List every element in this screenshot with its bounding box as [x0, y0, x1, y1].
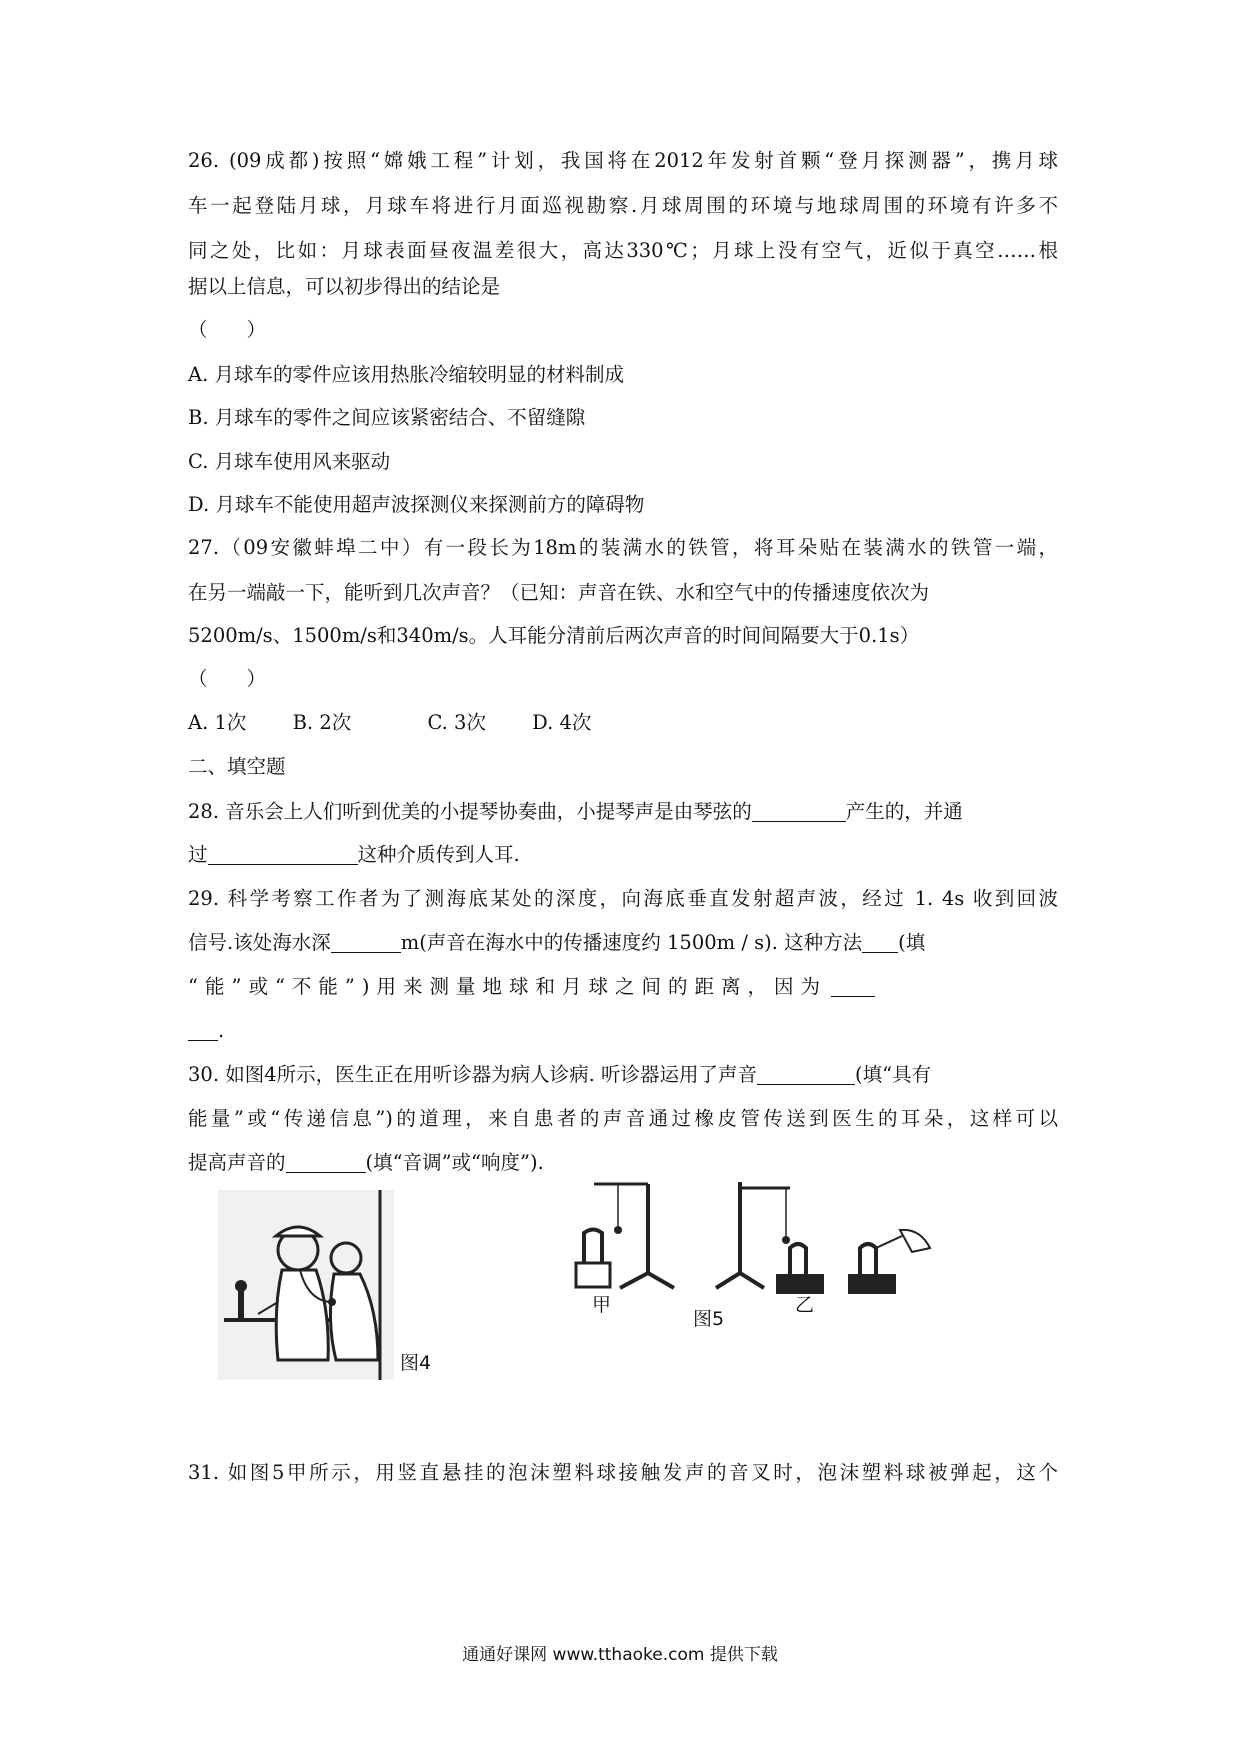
q29-text-3a: “能”或“不能”)用来测量地球和月球之间的距离，因为: [188, 975, 827, 998]
q26-option-d: D. 月球车不能使用超声波探测仪来探测前方的障碍物: [188, 493, 645, 516]
q30-line-2: 能量”或“传递信息”)的道理，来自患者的声音通过橡皮管传送到医生的耳朵，这样可以: [188, 1107, 1058, 1130]
q29-text-2c: (填: [898, 931, 926, 954]
q29-line-2: [188, 928, 1058, 958]
q31-line-1: 31. 如图5甲所示，用竖直悬挂的泡沫塑料球接触发声的音叉时，泡沫塑料球被弹起，这个: [188, 1461, 1058, 1484]
q30-blank-1[interactable]: [757, 1064, 855, 1085]
q28-blank-1[interactable]: [752, 801, 846, 822]
q27-option-d: D. 4次: [532, 711, 592, 734]
q29-blank-depth[interactable]: [331, 932, 401, 953]
figure-5-label-yi: 乙: [795, 1294, 815, 1316]
q29-line-3: [188, 972, 1058, 1002]
q28-line-1: [188, 797, 1058, 827]
q30-text-3a: 提高声音的: [188, 1151, 286, 1174]
q30-text-1b: (填“具有: [855, 1063, 932, 1086]
q29-line-1: 29. 科学考察工作者为了测海底某处的深度，向海底垂直发射超声波，经过 1. 4s 收到回波: [188, 887, 1058, 910]
q28-text-1b: 产生的，并通: [845, 800, 963, 823]
q27-line-1: 27.（09安徽蚌埠二中）有一段长为18m的装满水的铁管，将耳朵贴在装满水的铁管一端，: [188, 536, 1058, 559]
section-heading-fill-in: 二、填空题: [188, 755, 286, 778]
q29-text-2b: m(声音在海水中的传播速度约 1500m / s). 这种方法: [400, 931, 863, 954]
q30-blank-2[interactable]: [286, 1152, 366, 1173]
q26-line-3: 同之处，比如：月球表面昼夜温差很大，高达330℃；月球上没有空气，近似于真空……根: [188, 239, 1058, 262]
figure-5-caption: 图5: [693, 1308, 725, 1330]
q30-line-1: [188, 1060, 1058, 1090]
q27-options: [188, 708, 1058, 738]
figure-5-tuning-fork-illustration: [550, 1178, 940, 1308]
q27-line-3: 5200m/s、1500m/s和340m/s。人耳能分清前后两次声音的时间间隔要大于0.1s）: [188, 624, 920, 647]
q28-blank-2[interactable]: [208, 844, 358, 865]
figure-5-label-jia: 甲: [592, 1294, 612, 1316]
q27-option-a: A. 1次: [188, 711, 247, 734]
q26-line-2: 车一起登陆月球，月球车将进行月面巡视勘察.月球周围的环境与地球周围的环境有许多不: [188, 194, 1058, 217]
q26-answer-paren: （ ）: [188, 318, 267, 341]
q28-text-2a: 过: [188, 843, 208, 866]
q29-line-4: [188, 1016, 1058, 1046]
q27-line-2: 在另一端敲一下，能听到几次声音？（已知：声音在铁、水和空气中的传播速度依次为: [188, 581, 930, 604]
q26-option-a: A. 月球车的零件应该用热胀冷缩较明显的材料制成: [188, 363, 624, 386]
q28-line-2: [188, 840, 1058, 870]
q27-answer-paren: （ ）: [188, 667, 267, 690]
q29-blank-reason-cont[interactable]: [188, 1020, 218, 1041]
q26-option-b: B. 月球车的零件之间应该紧密结合、不留缝隙: [188, 406, 586, 429]
figure-4-caption: 图4: [400, 1352, 432, 1374]
q28-text-2b: 这种介质传到人耳.: [357, 843, 520, 866]
q27-option-b: B. 2次: [292, 711, 352, 734]
q26-line-1: 26. (09成都)按照“嫦娥工程”计划，我国将在2012年发射首颗“登月探测器”，携月球: [188, 149, 1058, 172]
q30-line-3: [188, 1148, 1058, 1178]
q27-option-c: C. 3次: [427, 711, 486, 734]
q30-text-1a: 30. 如图4所示，医生正在用听诊器为病人诊病. 听诊器运用了声音: [188, 1063, 758, 1086]
q28-text-1a: 28. 音乐会上人们听到优美的小提琴协奏曲，小提琴声是由琴弦的: [188, 800, 752, 823]
q29-text-2a: 信号.该处海水深: [188, 931, 331, 954]
q29-text-4: .: [218, 1019, 225, 1042]
figure-4-doctor-illustration: [218, 1190, 394, 1380]
q26-option-c: C. 月球车使用风来驱动: [188, 450, 391, 473]
page-footer: 通通好课网 www.tthaoke.com 提供下载: [462, 1645, 778, 1665]
q29-blank-reason[interactable]: [831, 976, 875, 997]
q29-blank-method[interactable]: [862, 932, 898, 953]
q30-text-3b: (填“音调”或“响度”).: [365, 1151, 544, 1174]
q26-line-4: 据以上信息，可以初步得出的结论是: [188, 275, 501, 298]
